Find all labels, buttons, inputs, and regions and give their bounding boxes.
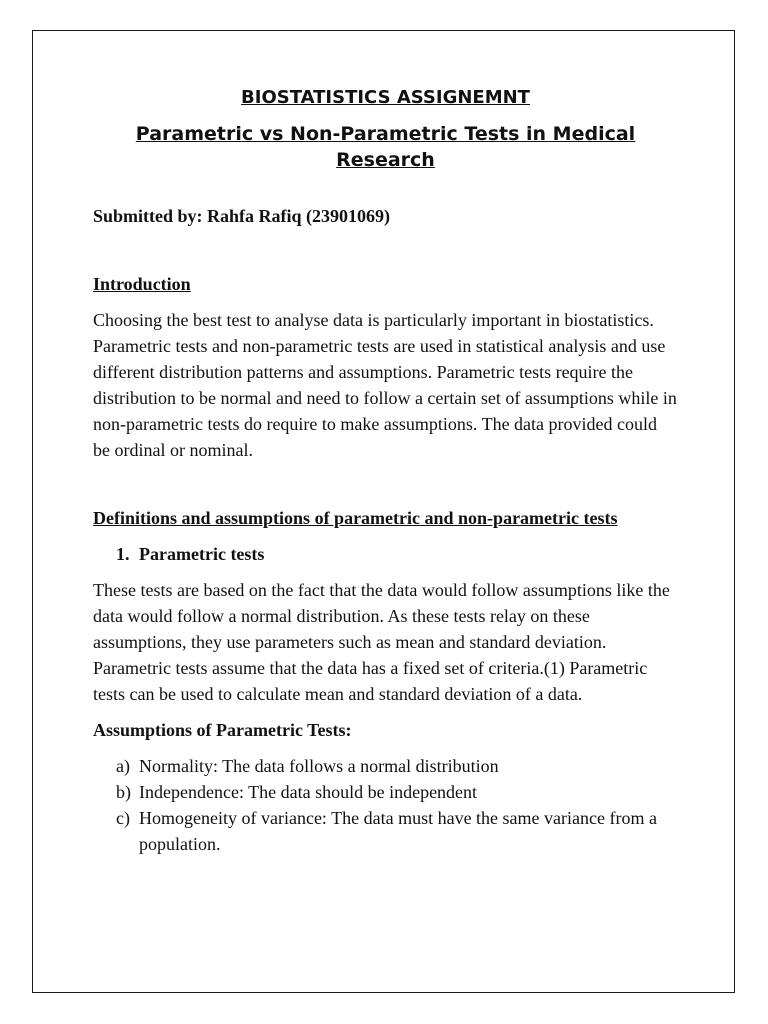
list-item: [93, 753, 678, 779]
list-item-text: Homogeneity of variance: The data must have the same variance from a population.: [139, 808, 657, 854]
list-marker: b): [116, 782, 131, 802]
list-item-title: Parametric tests: [139, 544, 265, 564]
assumptions-heading: Assumptions of Parametric Tests:: [93, 720, 352, 740]
list-marker: a): [116, 756, 130, 776]
list-item: [93, 805, 678, 857]
parametric-tests-paragraph: These tests are based on the fact that the data would follow assumptions like the data would follow a normal distribution. As these tests relay on these assumptions, they use parameters such as mean and standard deviation. Parametric tests assume that the data has a fixed set of criteria.(1) Parametric tests can be used to calculate mean and standard deviation of a data.: [93, 580, 670, 704]
list-number: 1.: [116, 544, 130, 564]
document-subtitle: Parametric vs Non-Parametric Tests in Medical Research: [135, 123, 636, 171]
list-marker: c): [116, 808, 130, 828]
submitted-by: Submitted by: Rahfa Rafiq (23901069): [93, 206, 391, 226]
parametric-tests-heading: [93, 541, 678, 567]
list-item-text: Independence: The data should be independent: [139, 782, 478, 802]
assumptions-list: [93, 753, 678, 857]
introduction-heading: Introduction: [93, 274, 191, 294]
introduction-paragraph: Choosing the best test to analyse data is particularly important in biostatistics. Parametric tests and non-parametric tests are used in statistical analysis and use different distribution patterns and assumptions. Parametric tests require the distribution to be normal and need to follow a certain set of assumptions while in non-parametric tests do require to make assumptions. The data provided could be ordinal or nominal.: [93, 310, 677, 460]
definitions-heading: Definitions and assumptions of parametric and non-parametric tests: [93, 508, 618, 528]
document-title: BIOSTATISTICS ASSIGNEMNT: [241, 87, 530, 108]
list-item-text: Normality: The data follows a normal distribution: [139, 756, 499, 776]
document-body: [93, 86, 678, 857]
list-item: [93, 779, 678, 805]
